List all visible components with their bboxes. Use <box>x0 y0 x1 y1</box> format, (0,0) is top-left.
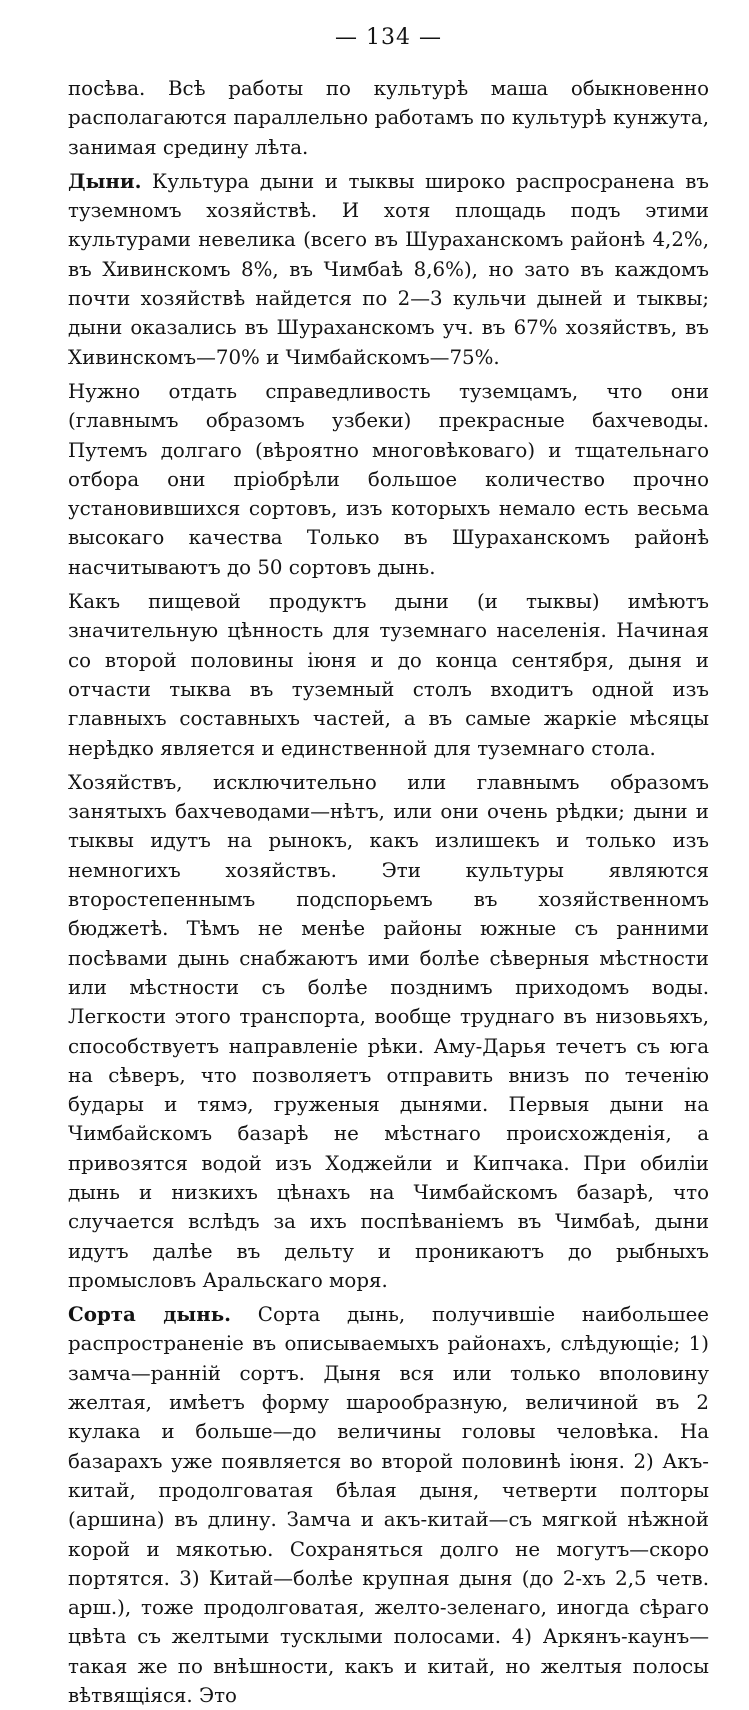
paragraph-1 <box>68 74 709 162</box>
paragraph-5-text: Хозяйствъ, исключительно или главнымъ образомъ занятыхъ бахчеводами—нѣтъ, или они очень рѣдки; дыни и тыквы идутъ на рынокъ, какъ излишекъ и только изъ немногихъ хозяйствъ. Эти культуры являются второстепеннымъ подспорьемъ въ хозяйственномъ бюджетѣ. Тѣмъ не менѣе районы южные съ ранними посѣвами дынь снабжаютъ ими болѣе сѣверныя мѣстности или мѣстности съ болѣе позднимъ приходомъ воды. Легкости этого транспорта, вообще труднаго въ низовьяхъ, способствуетъ направленіе рѣки. Аму-Дарья течетъ съ юга на сѣверъ, что позволяетъ отправить внизъ по теченію будары и тямэ, груженыя дынями. Первыя дыни на Чимбайскомъ базарѣ не мѣстнаго происхожденія, а привозятся водой изъ Ходжейли и Кипчака. При обиліи дынь и низкихъ цѣнахъ на Чимбайскомъ базарѣ, что случается вслѣдъ за ихъ поспѣваніемъ въ Чимбаѣ, дыни идутъ далѣе въ дельту и проникаютъ до рыбныхъ промысловъ Аральскаго моря. <box>68 770 709 1292</box>
paragraph-4-text: Какъ пищевой продуктъ дыни (и тыквы) имѣютъ значительную цѣнность для туземнаго населенія. Начиная со второй половины іюня и до конца сентября, дыня и отчасти тыква въ туземный столъ входитъ одной изъ главныхъ составныхъ частей, а въ самые жаркіе мѣсяцы нерѣдко является и единственной для туземнаго стола. <box>68 590 709 760</box>
paragraph-varieties-text: Сорта дынь, получившіе наибольшее распространеніе въ описываемыхъ районахъ, слѣдующіе; 1) замча—ранній сортъ. Дыня вся или только вполовину желтая, имѣетъ форму шарообразную, величиной въ 2 кулака и больше—до величины головы человѣка. На базарахъ уже появляется во второй половинѣ іюня. 2) Акъ-китай, продолговатая бѣлая дыня, четверти полторы (аршина) въ длину. Замча и акъ-китай—съ мягкой нѣжной корой и мякотью. Сохраняться долго не могутъ—скоро портятся. 3) Китай—болѣе крупная дыня (до 2-хъ 2,5 четв. арш.), тоже продолговатая, желто-зеленаго, иногда сѣраго цвѣта съ желтыми тусклыми полосами. 4) Аркянъ-каунъ—такая же по внѣшности, какъ и китай, но желтыя полосы вѣтвящіяся. Это <box>68 1303 709 1708</box>
section-heading-varieties: Сорта дынь. <box>68 1302 232 1327</box>
paragraph-melons <box>68 167 709 372</box>
section-heading-melons: Дыни. <box>68 168 142 193</box>
paragraph-3-text: Нужно отдать справедливость туземцамъ, что они (главнымъ образомъ узбеки) прекрасные бахчеводы. Путемъ долгаго (вѣроятно многовѣковаго) и тщательнаго отбора они пріобрѣли большое количество прочно установившихся сортовъ, изъ которыхъ немало есть весьма высокаго качества Только въ Шураханскомъ районѣ насчитываютъ до 50 сортовъ дынь. <box>68 379 709 579</box>
paragraph-1-text: посѣва. Всѣ работы по культурѣ маша обыкновенно располагаются параллельно работамъ по культурѣ кунжута, занимая средину лѣта. <box>68 77 709 159</box>
paragraph-melons-text: Культура дыни и тыквы широко распросранена въ туземномъ хозяйствѣ. И хотя площадь подъ этими культурами невелика (всего въ Шураханскомъ районѣ 4,2%, въ Хивинскомъ 8%, въ Чимбаѣ 8,6%), но зато въ каждомъ почти хозяйствѣ найдется по 2—3 кульчи дыней и тыквы; дыни оказались въ Шураханскомъ уч. въ 67% хозяйствъ, въ Хивинскомъ—70% и Чимбайскомъ—75%. <box>68 169 709 369</box>
paragraph-varieties <box>68 1300 709 1710</box>
paragraph-3 <box>68 377 709 582</box>
page-number: — 134 — <box>335 25 442 50</box>
paragraph-5 <box>68 768 709 1295</box>
paragraph-4 <box>68 587 709 763</box>
